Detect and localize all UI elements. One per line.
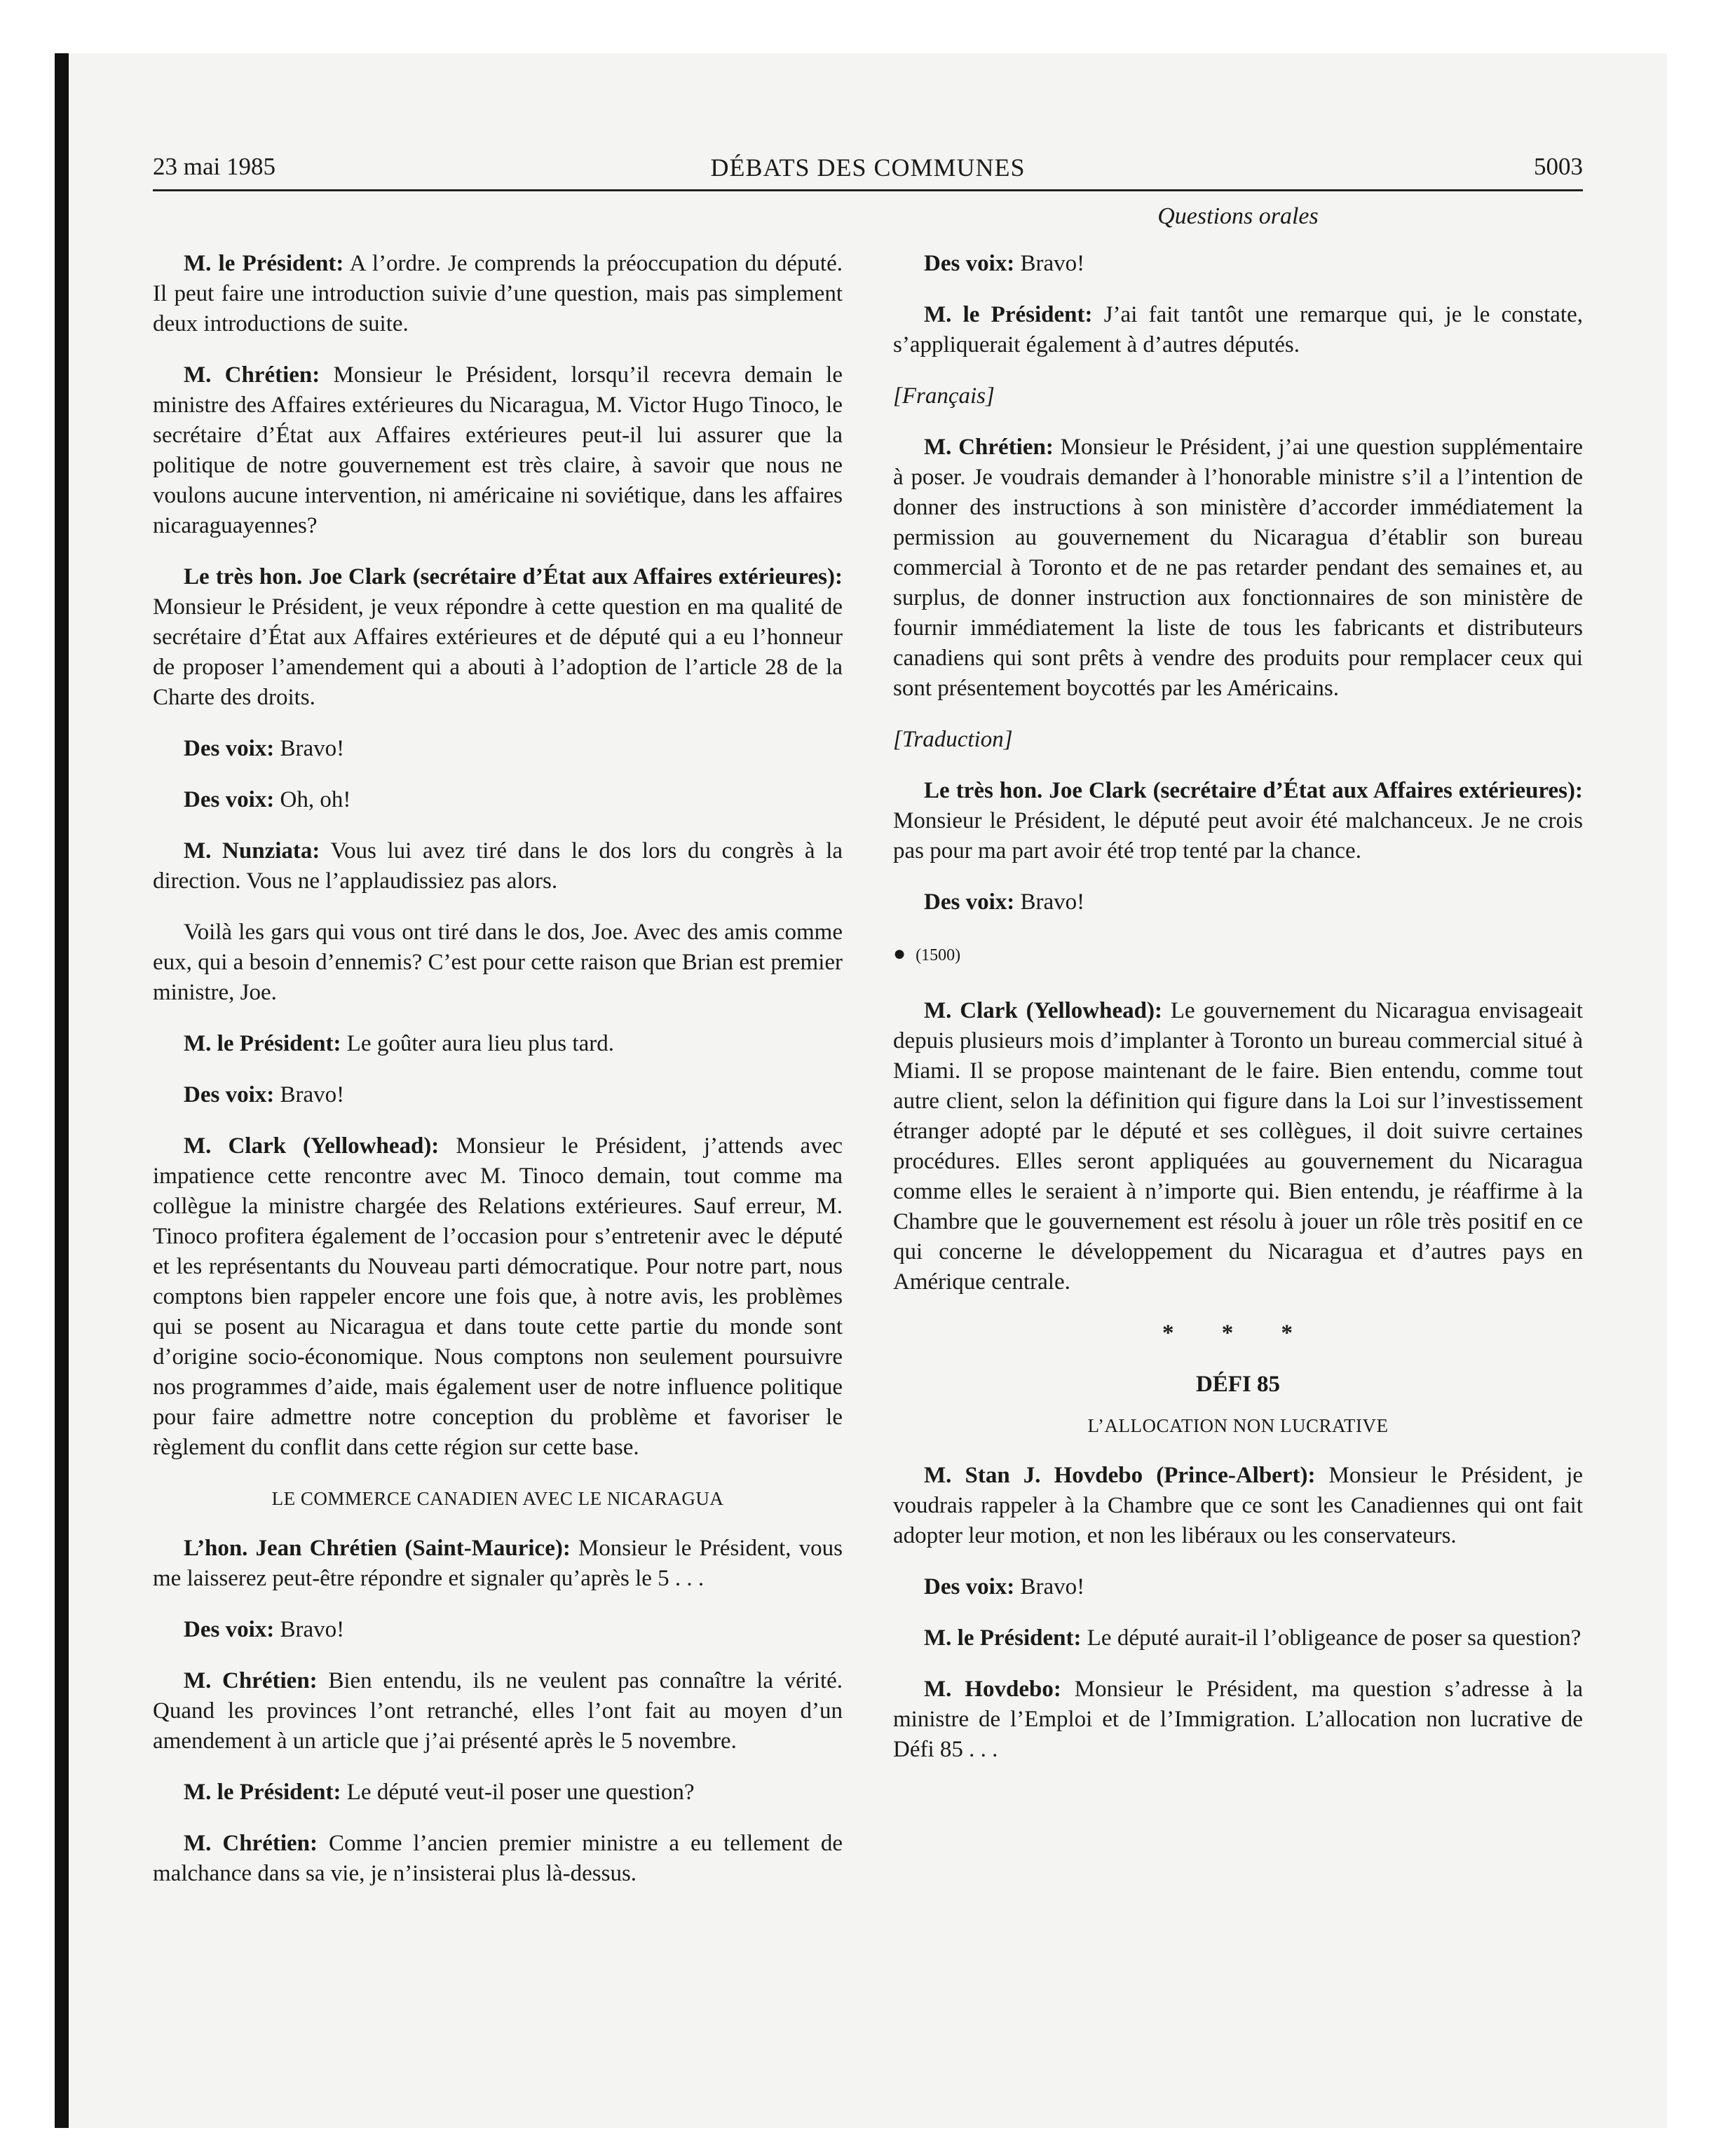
speech-paragraph [153,734,843,764]
speech-paragraph [153,1829,843,1889]
speech-paragraph [893,300,1583,360]
speaker-name: Des voix: [184,1617,275,1642]
speech-paragraph [153,1131,843,1463]
speech-text: Monsieur le Président, ma question s’adresse à la ministre de l’Emploi et de l’Immigration. L’allocation non lucrative de Défi 85 . . . [893,1677,1583,1762]
section-title: Questions orales [1157,203,1319,229]
speech-text: Le député aurait-il l’obligeance de poser sa question? [1081,1625,1581,1651]
speaker-name: Des voix: [924,1574,1015,1599]
speech-text: Bravo! [1014,889,1085,915]
speaker-name: M. Nunziata: [184,838,320,864]
speech-paragraph [893,249,1583,279]
speaker-name: M. le Président: [184,1031,341,1056]
speech-text: A l’ordre. Je comprends la préoccupation du député. Il peut faire une introduction suivie d’une question, mais pas simplement deux introductions de suite. [153,251,843,336]
left-column [153,249,843,1910]
speech-paragraph [153,1666,843,1756]
speaker-name: M. Stan J. Hovdebo (Prince-Albert): [924,1463,1316,1488]
speaker-name: Le très hon. Joe Clark (secrétaire d’État aux Affaires extérieures): [924,778,1583,803]
speaker-name: Des voix: [184,736,275,761]
speech-paragraph [893,887,1583,917]
speaker-name: M. Clark (Yellowhead): [184,1133,440,1159]
speech-text: Bravo! [274,1617,345,1642]
speech-paragraph [153,1778,843,1808]
speech-paragraph [153,1080,843,1110]
speech-text: Voilà les gars qui vous ont tiré dans le dos, Joe. Avec des amis comme eux, qui a besoin d’ennemis? C’est pour cette raison que Brian est premier ministre, Joe. [153,920,843,1005]
page-header [153,153,1583,191]
speaker-name: M. Chrétien: [924,435,1054,460]
speech-text: Le goûter aura lieu plus tard. [341,1031,614,1056]
language-marker: [Français] [893,383,995,409]
section-separator: * * * [1162,1321,1314,1346]
speech-paragraph [893,1623,1583,1653]
page-number: 5003 [1534,153,1583,180]
speaker-name: M. le Président: [184,1780,341,1805]
speech-text: Monsieur le Président, le député peut avoir été malchanceux. Je ne crois pas pour ma part avoir été trop tenté par la chance. [893,808,1583,864]
speech-text: Le député veut-il poser une question? [341,1780,695,1805]
speech-paragraph [153,836,843,896]
subsection-heading: L’ALLOCATION NON LUCRATIVE [1087,1415,1389,1436]
speech-paragraph [893,432,1583,704]
speaker-name: L’hon. Jean Chrétien (Saint-Maurice): [184,1536,571,1561]
section-heading: DÉFI 85 [1195,1372,1281,1397]
speech-paragraph [153,917,843,1008]
speech-text: Bravo! [1014,1574,1085,1599]
speech-text: Monsieur le Président, lorsqu’il recevra demain le ministre des Affaires extérieures du Nicaragua, M. Victor Hugo Tinoco, le secrétaire d’État aux Affaires extérieures peut-il lui assurer que la politique de notre gouvernement est très claire, à savoir que nous ne voulons aucune intervention, ni américaine ni soviétique, dans les affaires nicaraguayennes? [153,362,843,538]
speaker-name: Des voix: [184,787,275,812]
speech-paragraph [893,1674,1583,1765]
speaker-name: Des voix: [924,251,1015,276]
speech-text: Bravo! [274,1082,345,1107]
speaker-name: M. Clark (Yellowhead): [924,998,1162,1023]
speech-text: Comme l’ancien premier ministre a eu tellement de malchance dans sa vie, je n’insisterai plus là-dessus. [153,1831,843,1886]
speech-text: Bravo! [274,736,345,761]
time-label: (1500) [916,946,961,964]
time-marker [893,939,1583,971]
speech-text: Le gouvernement du Nicaragua envisageait depuis plusieurs mois d’implanter à Toronto un bureau commercial situé à Miami. Il se propose maintenant de le faire. Bien entendu, comme tout autre client, selon la définition qui figure dans la Loi sur l’investissement étranger adopté par le député et ses collègues, il doit suivre certaines procédures. Elles seront appliquées au gouvernement du Nicaragua comme elles le seraient à n’importe qui. Bien entendu, je réaffirme à la Chambre que le gouvernement est résolu à jouer un rôle très positif en ce qui concerne le développement du Nicaragua et d’autres pays en Amérique centrale. [893,998,1583,1295]
speech-text: Monsieur le Président, j’attends avec impatience cette rencontre avec M. Tinoco demain, tout comme ma collègue la ministre chargée des Relations extérieures. Sauf erreur, M. Tinoco profitera également de l’occasion pour s’entretenir avec le député et les représentants du Nouveau parti démocratique. Pour notre part, nous comptons bien rappeler encore une fois que, à notre avis, les problèmes qui se posent au Nicaragua et dans toute cette partie du monde sont d’origine socio-économique. Nous comptons non seulement poursuivre nos programmes d’aide, mais également user de notre influence politique pour faire admettre notre conception du problème et favoriser le règlement du conflit dans cette région sur cette base. [153,1133,843,1460]
speech-paragraph [153,785,843,815]
subsection-heading: LE COMMERCE CANADIEN AVEC LE NICARAGUA [271,1488,724,1509]
speech-paragraph [893,996,1583,1297]
right-column [893,249,1583,1786]
speech-paragraph [153,249,843,339]
speech-text: Monsieur le Président, vous me laisserez peut-être répondre et signaler qu’après le 5 . . . [153,1536,843,1591]
speech-text: Vous lui avez tiré dans le dos lors du congrès à la direction. Vous ne l’applaudissiez pas alors. [153,838,843,894]
speaker-name: M. le Président: [184,251,344,276]
speaker-name: M. le Président: [924,302,1093,327]
speaker-name: Des voix: [924,889,1015,915]
speaker-name: M. Chrétien: [184,1668,318,1693]
header-title: DÉBATS DES COMMUNES [710,153,1026,182]
speech-text: Monsieur le Président, je veux répondre à cette question en ma qualité de secrétaire d’État aux Affaires extérieures et de député qui a eu l’honneur de proposer l’amendement qui a abouti à l’adoption de l’article 28 de la Charte des droits. [153,594,843,710]
speech-paragraph [153,562,843,713]
speaker-name: M. Chrétien: [184,1831,318,1856]
speech-paragraph [893,1461,1583,1551]
speech-text: Bravo! [1014,251,1085,276]
speech-text: Monsieur le Président, j’ai une question supplémentaire à poser. Je voudrais demander à l’honorable ministre s’il a l’intention de donner des instructions à son ministère d’accorder immédiatement la permission au gouvernement du Nicaragua d’établir son bureau commercial à Toronto et de ne pas retarder pendant des semaines et, au surplus, de donner instruction aux fonctionnaires de son ministère de fournir immédiatement la liste de tous les fabricants et distributeurs canadiens qui sont prêts à vendre des produits pour remplacer ceux qui sont présentement boycottés par les Américains. [893,435,1583,701]
speaker-name: Le très hon. Joe Clark (secrétaire d’État aux Affaires extérieures): [184,564,843,589]
speech-text: Bien entendu, ils ne veulent pas connaître la vérité. Quand les provinces l’ont retranché, elles l’ont fait au moyen d’un amendement à un article que j’ai présenté après le 5 novembre. [153,1668,843,1754]
speaker-name: M. le Président: [924,1625,1082,1651]
speaker-name: M. Hovdebo: [924,1677,1061,1702]
bullet-icon: ● [893,942,906,965]
speech-text: Oh, oh! [274,787,351,812]
speech-paragraph [153,1615,843,1645]
speaker-name: Des voix: [184,1082,275,1107]
language-marker: [Traduction] [893,727,1013,752]
speech-paragraph [153,1534,843,1594]
speech-paragraph [893,1572,1583,1602]
speech-paragraph [153,1029,843,1059]
speaker-name: M. Chrétien: [184,362,320,388]
speech-text: Monsieur le Président, je voudrais rappeler à la Chambre que ce sont les Canadiennes qui ont fait adopter leur motion, et non les libéraux ou les conservateurs. [893,1463,1584,1548]
speech-paragraph [893,776,1583,866]
speech-text: J’ai fait tantôt une remarque qui, je le constate, s’appliquerait également à d’autres députés. [893,302,1583,357]
header-date: 23 mai 1985 [153,153,275,180]
speech-paragraph [153,360,843,541]
